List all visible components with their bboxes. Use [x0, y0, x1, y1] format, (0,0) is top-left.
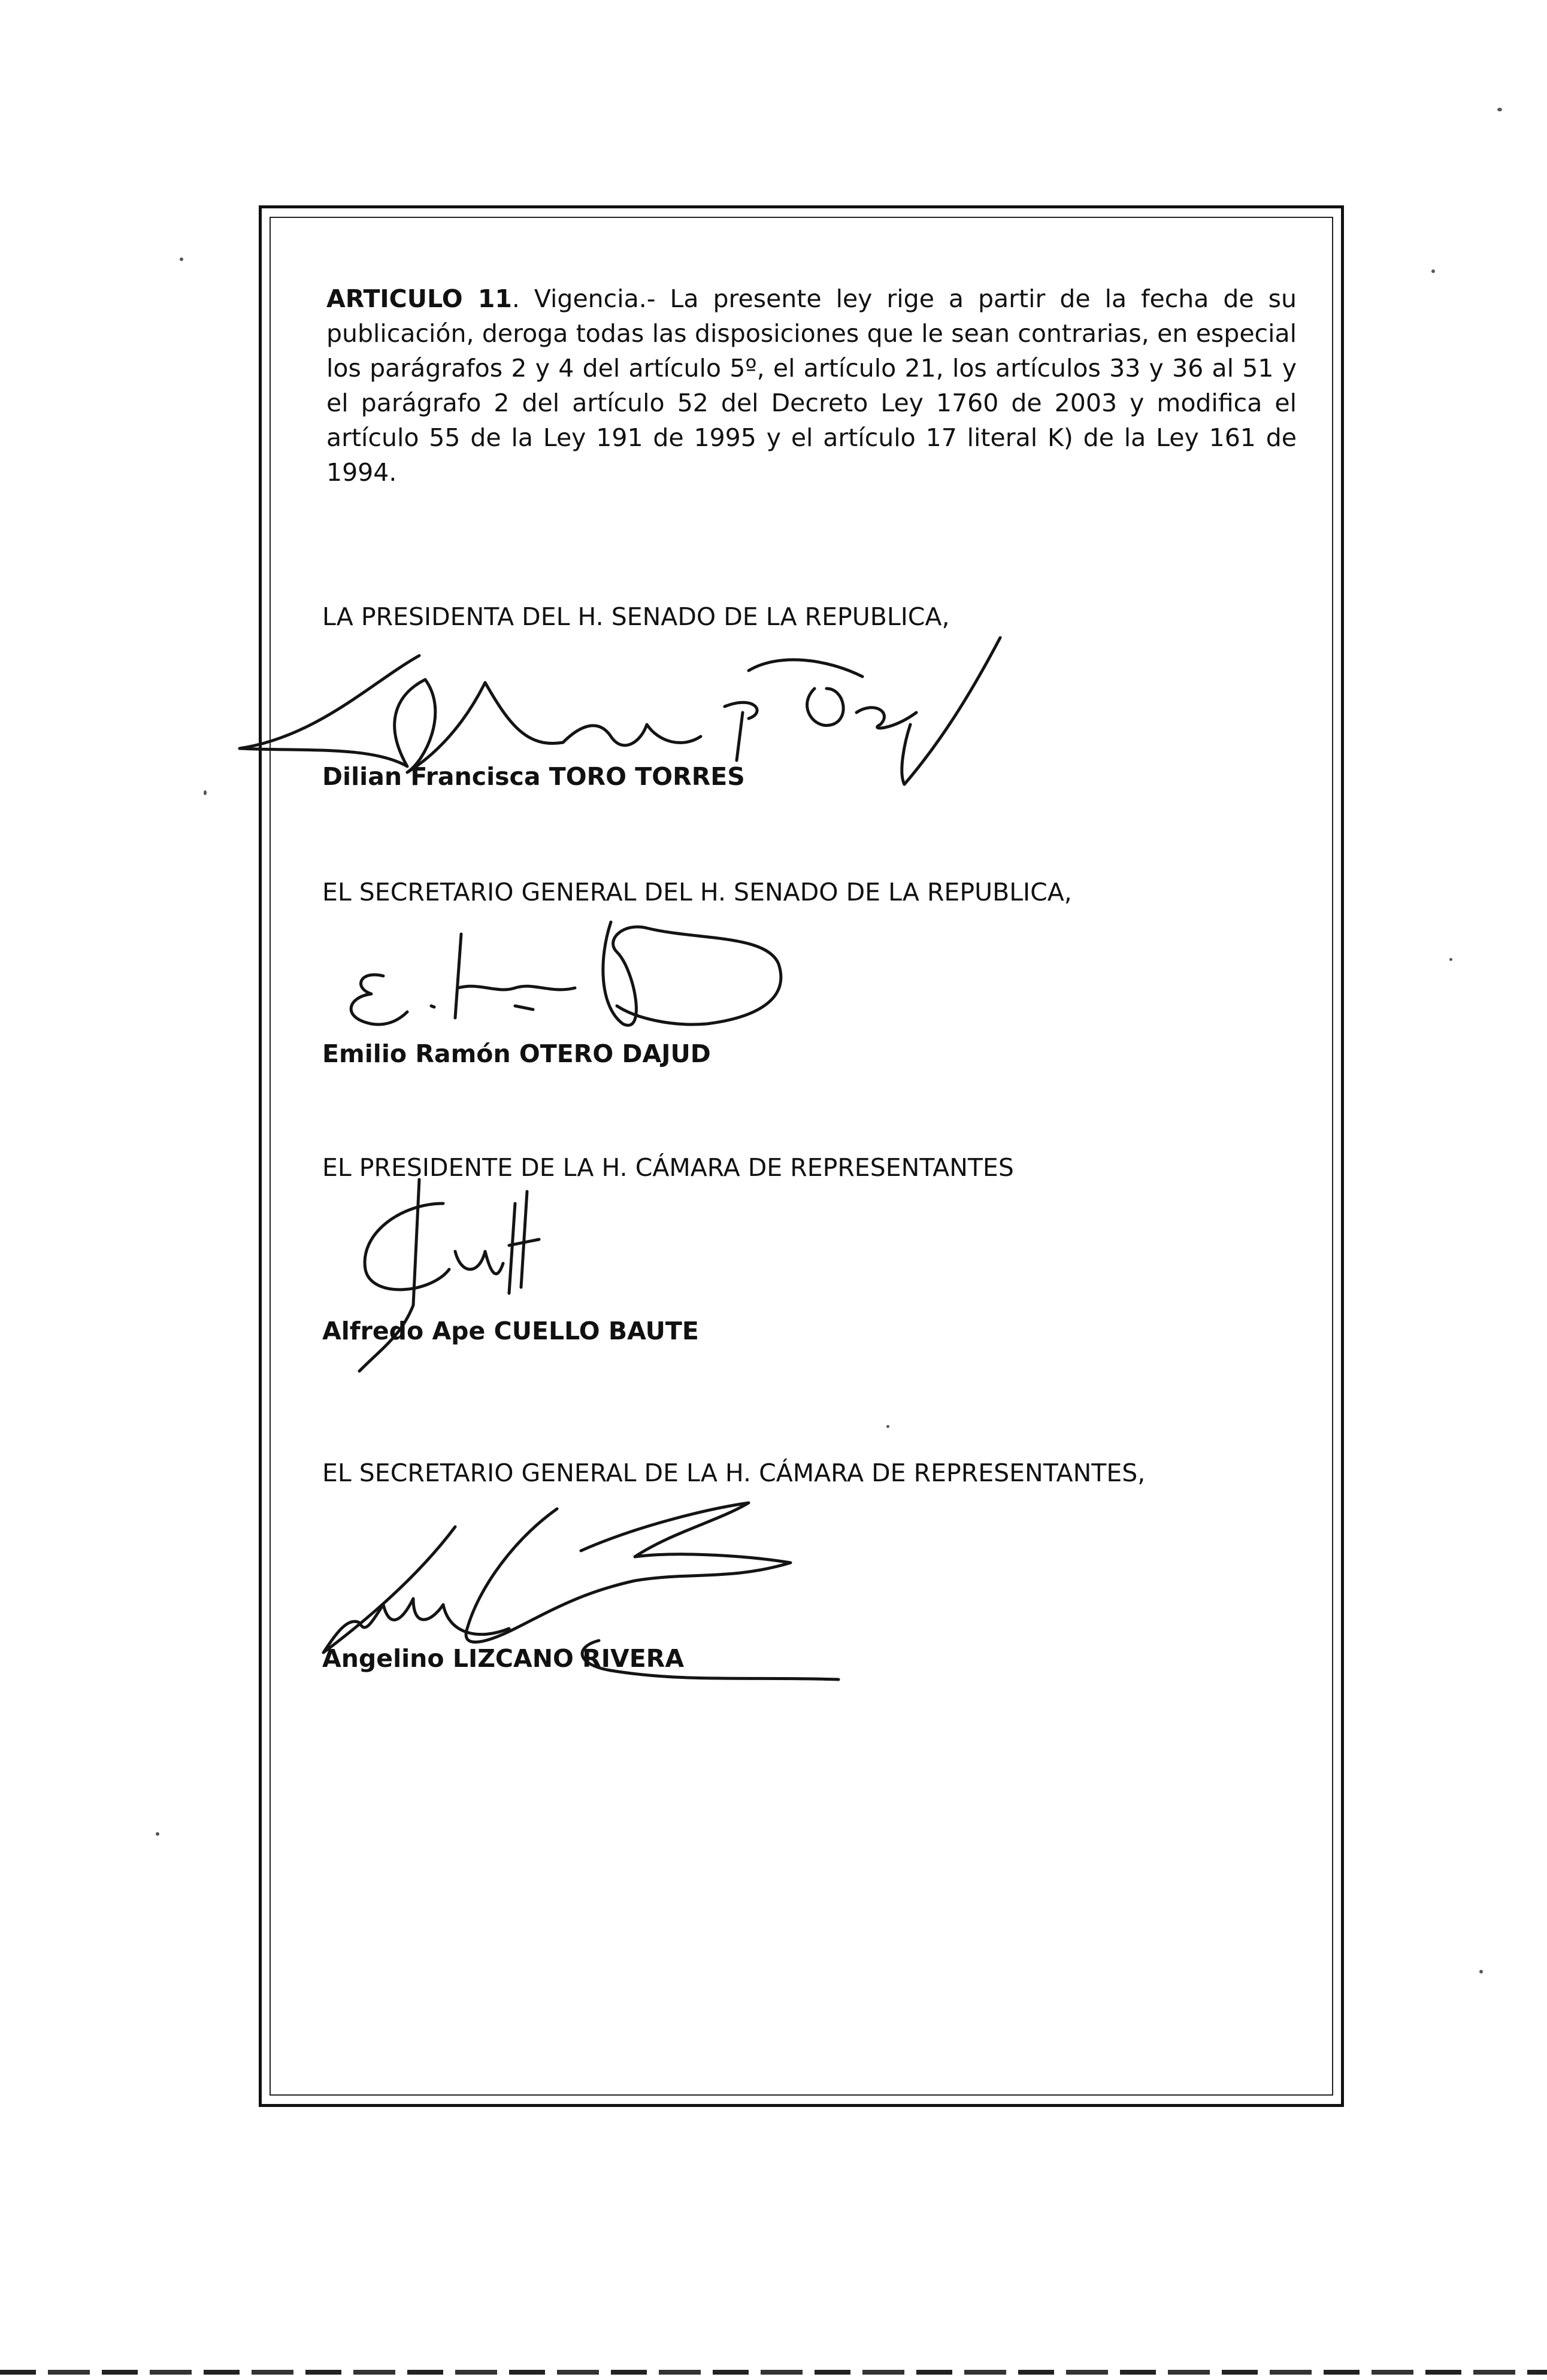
scan-speck — [1449, 958, 1452, 961]
signatory-role-senate-secretary: EL SECRETARIO GENERAL DEL H. SENADO DE LA REPUBLICA, — [322, 878, 1072, 906]
signature-lizcano — [299, 1485, 868, 1736]
signatory-name-senate-president: Dilian Francisca TORO TORRES — [322, 762, 745, 791]
scan-speck — [180, 257, 183, 261]
article-heading: ARTICULO 11 — [326, 284, 512, 313]
signatory-name-chamber-president: Alfredo Ape CUELLO BAUTE — [322, 1317, 699, 1345]
signatory-role-senate-president: LA PRESIDENTA DEL H. SENADO DE LA REPUBLICA, — [322, 602, 950, 631]
scan-bottom-edge — [0, 2370, 1547, 2375]
signatory-name-senate-secretary: Emilio Ramón OTERO DAJUD — [322, 1039, 711, 1068]
scan-speck — [1431, 269, 1435, 273]
article-11 — [326, 281, 1297, 490]
scan-speck — [886, 1425, 889, 1428]
scan-speck — [1479, 1970, 1483, 1973]
scan-speck — [156, 1832, 159, 1836]
signatory-role-chamber-president: EL PRESIDENTE DE LA H. CÁMARA DE REPRESENTANTES — [322, 1153, 1014, 1182]
signatory-name-chamber-secretary: Angelino LIZCANO RIVERA — [322, 1644, 685, 1673]
scan-speck — [204, 790, 207, 795]
signatory-role-chamber-secretary: EL SECRETARIO GENERAL DE LA H. CÁMARA DE REPRESENTANTES, — [322, 1459, 1146, 1487]
article-body: . Vigencia.- La presente ley rige a partir de la fecha de su publicación, deroga todas las disposiciones que le sean contrarias, en especial los parágrafos 2 y 4 del artículo 5º, el artículo 21, los artículos 33 y 36 al 51 y el parágrafo 2 del artículo 52 del Decreto Ley 1760 de 2003 y modifica el artículo 55 de la Ley 191 de 1995 y el artículo 17 literal K) de la Ley 161 de 1994. — [326, 284, 1297, 487]
signature-cuello — [347, 1168, 599, 1383]
scan-speck — [1497, 108, 1502, 111]
signature-otero — [335, 898, 803, 1054]
